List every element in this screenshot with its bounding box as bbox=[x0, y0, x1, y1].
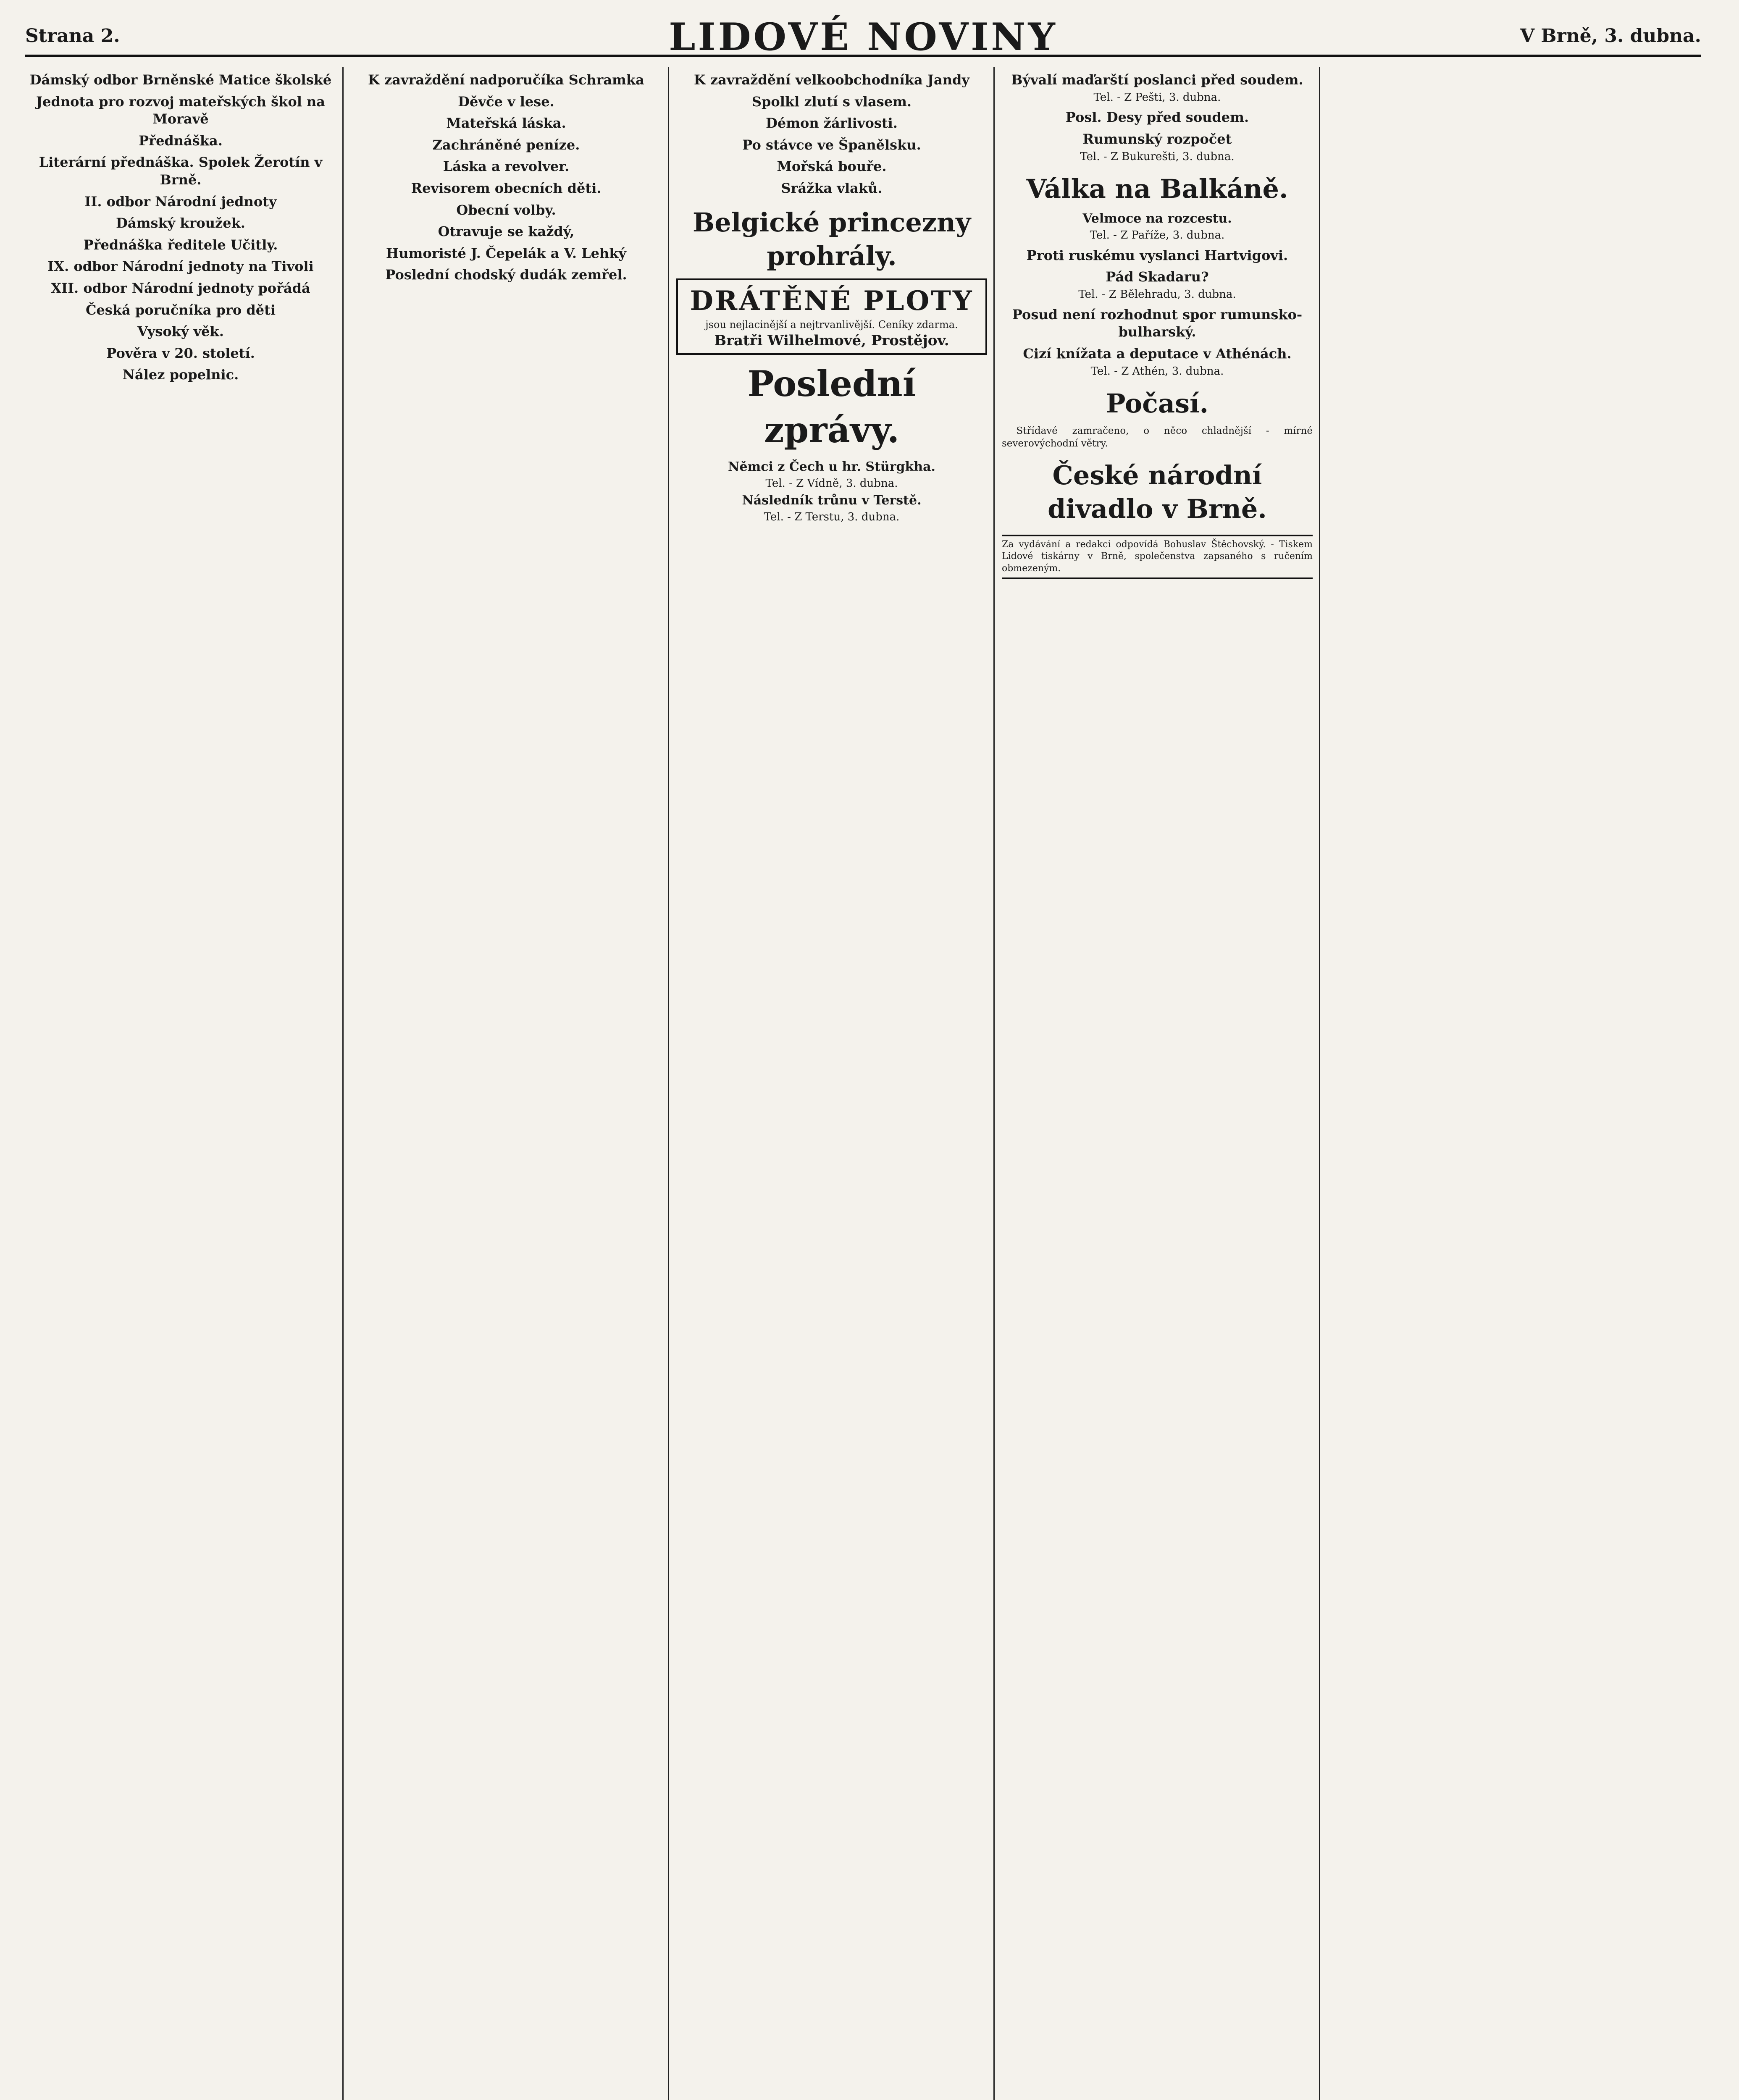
column-rule bbox=[993, 67, 995, 2100]
column-4 bbox=[1002, 67, 1313, 2100]
heading: II. odbor Národní jednoty bbox=[84, 193, 277, 210]
heading: Děvče v lese. bbox=[458, 93, 554, 110]
telegram-dateline: Tel. - Z Bělehradu, 3. dubna. bbox=[1078, 288, 1236, 301]
dateline: V Brně, 3. dubna. bbox=[1520, 25, 1701, 47]
heading: Následník trůnu v Terstě. bbox=[742, 493, 922, 508]
telegram-dateline: Tel. - Z Athén, 3. dubna. bbox=[1090, 365, 1224, 378]
heading: Revisorem obecních děti. bbox=[411, 180, 602, 196]
ad-company: Bratři Wilhelmové, Prostějov. bbox=[714, 332, 949, 349]
heading: Literární přednáška. Spolek Žerotín v Brně. bbox=[39, 154, 323, 188]
telegram-dateline: Tel. - Z Pešti, 3. dubna. bbox=[1093, 91, 1221, 104]
heading: Vysoký věk. bbox=[137, 323, 224, 340]
column-3 bbox=[676, 67, 987, 2100]
column-rule bbox=[668, 67, 669, 2100]
section-heading-posledni: Poslední zprávy. bbox=[747, 363, 916, 451]
masthead bbox=[25, 8, 1701, 57]
heading: XII. odbor Národní jednoty pořádá bbox=[51, 280, 310, 296]
heading: Posl. Desy před soudem. bbox=[1065, 109, 1249, 126]
section-heading-pocasi: Počasí. bbox=[1106, 388, 1209, 419]
telegram-dateline: Tel. - Z Vídně, 3. dubna. bbox=[765, 477, 898, 490]
page-label: Strana 2. bbox=[25, 25, 120, 47]
heading: Němci z Čech u hr. Stürgkha. bbox=[728, 459, 935, 474]
heading: Dámský odbor Brněnské Matice školské bbox=[29, 72, 332, 88]
telegram-dateline: Tel. - Z Terstu, 3. dubna. bbox=[764, 511, 900, 524]
advertisement bbox=[676, 278, 987, 355]
weather-text: Střídavé zamračeno, o něco chladnější - mírné severovýchodní větry. bbox=[1002, 425, 1313, 449]
heading: Otravuje se každý, bbox=[438, 223, 575, 240]
telegram-dateline: Tel. - Z Bukurešti, 3. dubna. bbox=[1080, 150, 1235, 163]
heading: Rumunský rozpočet bbox=[1082, 131, 1232, 147]
column-1 bbox=[25, 67, 336, 2100]
ad-line: jsou nejlacinější a nejtrvanlivější. Ceníky zdarma. bbox=[705, 318, 958, 331]
heading: Pád Skadaru? bbox=[1106, 269, 1209, 285]
heading: Proti ruskému vyslanci Hartvigovi. bbox=[1026, 247, 1288, 263]
heading: K zavraždění velkoobchodníka Jandy bbox=[694, 72, 969, 88]
heading: Dámský kroužek. bbox=[116, 215, 245, 231]
heading: Láska a revolver. bbox=[443, 158, 570, 175]
heading: Humoristé J. Čepelák a V. Lehký bbox=[386, 245, 626, 261]
heading: Spolkl zlutí s vlasem. bbox=[751, 93, 912, 110]
heading: Poslední chodský dudák zemřel. bbox=[385, 267, 627, 283]
heading: Bývalí maďarští poslanci před soudem. bbox=[1011, 72, 1303, 88]
heading: Srážka vlaků. bbox=[781, 180, 883, 196]
column-2 bbox=[351, 67, 662, 2100]
heading: Nález popelnic. bbox=[122, 367, 239, 383]
imprint: Za vydávání a redakci odpovídá Bohuslav Štěchovský. - Tiskem Lidové tiskárny v Brně, společenstva zapsaného s ručením obmezeným. bbox=[1002, 535, 1313, 579]
heading: Posud není rozhodnut spor rumunsko-bulharský. bbox=[1012, 306, 1303, 340]
column-rule bbox=[342, 67, 344, 2100]
heading: Přednáška. bbox=[139, 132, 223, 149]
heading: Pověra v 20. století. bbox=[106, 345, 255, 361]
heading: K zavraždění nadporučíka Schramka bbox=[368, 72, 644, 88]
heading: IX. odbor Národní jednoty na Tivoli bbox=[47, 258, 314, 275]
heading: Zachráněné peníze. bbox=[432, 136, 580, 153]
section-heading-valka: Válka na Balkáně. bbox=[1026, 173, 1288, 205]
heading: Démon žárlivosti. bbox=[766, 115, 898, 131]
column-rule bbox=[1319, 67, 1320, 2100]
telegram-dateline: Tel. - Z Paříže, 3. dubna. bbox=[1090, 228, 1225, 242]
heading: Po stávce ve Španělsku. bbox=[742, 136, 921, 153]
section-heading-belgicke: Belgické princezny prohrály. bbox=[692, 207, 971, 272]
heading: Jednota pro rozvoj mateřských škol na Moravě bbox=[36, 93, 325, 127]
heading: Obecní volby. bbox=[456, 202, 556, 218]
ad-headline: DRÁTĚNÉ PLOTY bbox=[690, 285, 974, 317]
newspaper-title: LIDOVÉ NOVINY bbox=[669, 15, 1058, 59]
section-heading-divadlo: České národní divadlo v Brně. bbox=[1048, 459, 1267, 525]
heading: Mořská bouře. bbox=[777, 158, 887, 175]
heading: Velmoce na rozcestu. bbox=[1082, 211, 1232, 226]
heading: Mateřská láska. bbox=[446, 115, 566, 131]
heading: Cizí knížata a deputace v Athénách. bbox=[1023, 345, 1292, 362]
heading: Přednáška ředitele Učitly. bbox=[83, 236, 278, 253]
heading: Česká poručníka pro děti bbox=[85, 302, 276, 318]
